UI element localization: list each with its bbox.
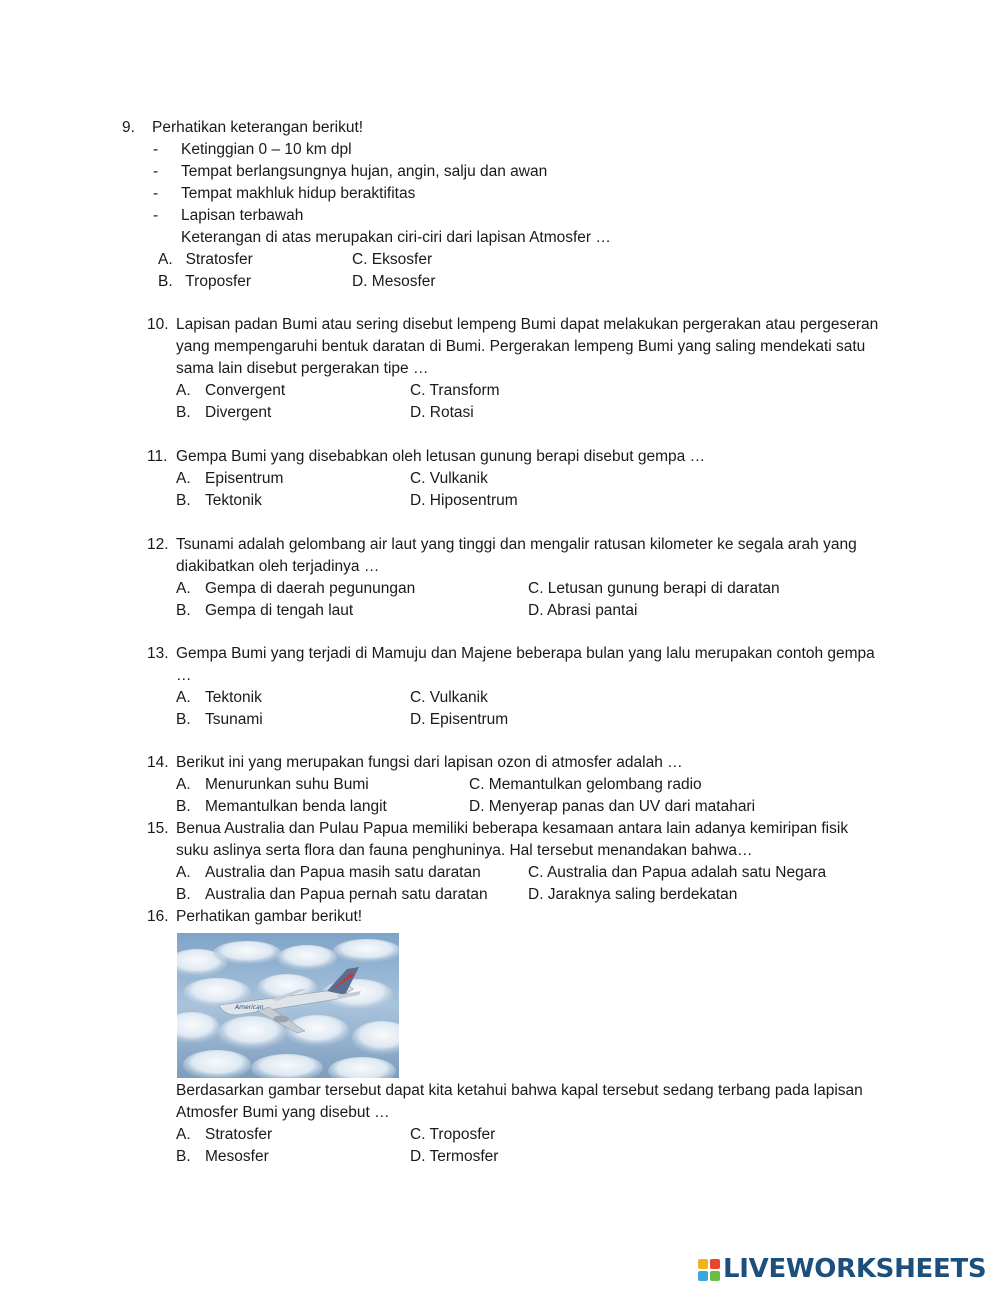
question-stem: Gempa Bumi yang terjadi di Mamuju dan Majene beberapa bulan yang lalu merupakan contoh gempa …	[176, 645, 875, 684]
airplane-illustration	[177, 933, 399, 1078]
option-d[interactable]: D. Termosfer	[410, 1148, 499, 1165]
bullet-item: Lapisan terbawah	[181, 207, 304, 224]
option-d[interactable]: D. Mesosfer	[352, 273, 436, 290]
option-c[interactable]: C. Vulkanik	[410, 689, 488, 706]
option-b[interactable]: Memantulkan benda langit	[205, 798, 387, 815]
question-stem: Benua Australia dan Pulau Papua memiliki beberapa kesamaan antara lain adanya kemiripan fisik suku aslinya serta flora dan fauna penghuninya. Hal tersebut menandakan bahwa…	[176, 820, 849, 859]
bullet-item: Tempat makhluk hidup beraktifitas	[181, 185, 416, 202]
question-number: 12.	[147, 536, 169, 553]
question-number: 11.	[147, 448, 168, 465]
option-c[interactable]: C. Troposfer	[410, 1126, 496, 1143]
option-a[interactable]: Gempa di daerah pegunungan	[205, 580, 416, 597]
question-stem: Lapisan padan Bumi atau sering disebut lempeng Bumi dapat melakukan pergerakan atau pergeseran yang mempengaruhi bentuk daratan di Bumi. Pergerakan lempeng Bumi yang saling mendekati satu sama lain disebut pergerakan tipe …	[176, 316, 879, 377]
option-c[interactable]: C. Letusan gunung berapi di daratan	[528, 580, 780, 597]
bullet-dash: -	[153, 207, 159, 224]
option-c[interactable]: C. Transform	[410, 382, 500, 399]
question-number: 9.	[122, 119, 135, 136]
option-d[interactable]: D. Episentrum	[410, 711, 509, 728]
question-stem: Tsunami adalah gelombang air laut yang tinggi dan mengalir ratusan kilometer ke segala arah yang diakibatkan oleh terjadinya …	[176, 536, 857, 575]
option-a-letter: A.	[176, 580, 191, 597]
option-b-letter: B.	[176, 711, 191, 728]
option-b-letter: B.	[176, 492, 191, 509]
question-followup: Berdasarkan gambar tersebut dapat kita ketahui bahwa kapal tersebut sedang terbang pada lapisan Atmosfer Bumi yang disebut …	[176, 1082, 863, 1121]
option-a-letter: A.	[176, 689, 191, 706]
bullet-dash: -	[153, 163, 159, 180]
question-stem: Perhatikan gambar berikut!	[176, 908, 363, 925]
option-b[interactable]: B. Troposfer	[158, 273, 252, 290]
question-stem: Perhatikan keterangan berikut!	[152, 119, 364, 136]
option-a-letter: A.	[176, 776, 191, 793]
airplane-above-clouds-image	[177, 933, 399, 1078]
option-d[interactable]: D. Menyerap panas dan UV dari matahari	[469, 798, 756, 815]
option-b[interactable]: Tektonik	[205, 492, 262, 509]
option-a[interactable]: Episentrum	[205, 470, 284, 487]
question-number: 10.	[147, 316, 169, 333]
question-number: 16.	[147, 908, 169, 925]
option-d[interactable]: D. Hiposentrum	[410, 492, 518, 509]
option-c[interactable]: C. Memantulkan gelombang radio	[469, 776, 702, 793]
option-a[interactable]: Stratosfer	[205, 1126, 273, 1143]
question-number: 15.	[147, 820, 169, 837]
option-a[interactable]: Tektonik	[205, 689, 262, 706]
question-stem: Berikut ini yang merupakan fungsi dari lapisan ozon di atmosfer adalah …	[176, 754, 683, 771]
option-a-letter: A.	[176, 470, 191, 487]
option-d[interactable]: D. Rotasi	[410, 404, 474, 421]
option-a-letter: A.	[176, 382, 191, 399]
option-a-letter: A.	[176, 864, 191, 881]
option-d[interactable]: D. Abrasi pantai	[528, 602, 638, 619]
option-a[interactable]: A. Stratosfer	[158, 251, 253, 268]
question-number: 13.	[147, 645, 169, 662]
option-c[interactable]: C. Australia dan Papua adalah satu Negara	[528, 864, 827, 881]
option-d[interactable]: D. Jaraknya saling berdekatan	[528, 886, 738, 903]
question-stem: Gempa Bumi yang disebabkan oleh letusan gunung berapi disebut gempa …	[176, 448, 706, 465]
option-b-letter: B.	[176, 886, 191, 903]
option-b[interactable]: Australia dan Papua pernah satu daratan	[205, 886, 488, 903]
option-b[interactable]: Tsunami	[205, 711, 263, 728]
logo-text: LIVEWORKSHEETS	[723, 1254, 987, 1284]
option-a[interactable]: Menurunkan suhu Bumi	[205, 776, 369, 793]
bullet-item: Ketinggian 0 – 10 km dpl	[181, 141, 352, 158]
bullet-dash: -	[153, 185, 159, 202]
option-b[interactable]: Mesosfer	[205, 1148, 269, 1165]
option-b[interactable]: Gempa di tengah laut	[205, 602, 354, 619]
option-b-letter: B.	[176, 404, 191, 421]
option-a[interactable]: Australia dan Papua masih satu daratan	[205, 864, 481, 881]
question-number: 14.	[147, 754, 169, 771]
airplane-livery-text: American	[235, 1004, 264, 1011]
option-c[interactable]: C. Eksosfer	[352, 251, 433, 268]
option-b-letter: B.	[176, 602, 191, 619]
bullet-item: Tempat berlangsungnya hujan, angin, salju dan awan	[181, 163, 548, 180]
option-b[interactable]: Divergent	[205, 404, 272, 421]
option-b-letter: B.	[176, 798, 191, 815]
option-a[interactable]: Convergent	[205, 382, 286, 399]
question-closing: Keterangan di atas merupakan ciri-ciri dari lapisan Atmosfer …	[181, 229, 611, 246]
option-b-letter: B.	[176, 1148, 191, 1165]
option-a-letter: A.	[176, 1126, 191, 1143]
option-c[interactable]: C. Vulkanik	[410, 470, 488, 487]
logo-blocks-icon	[698, 1259, 720, 1281]
bullet-dash: -	[153, 141, 159, 158]
